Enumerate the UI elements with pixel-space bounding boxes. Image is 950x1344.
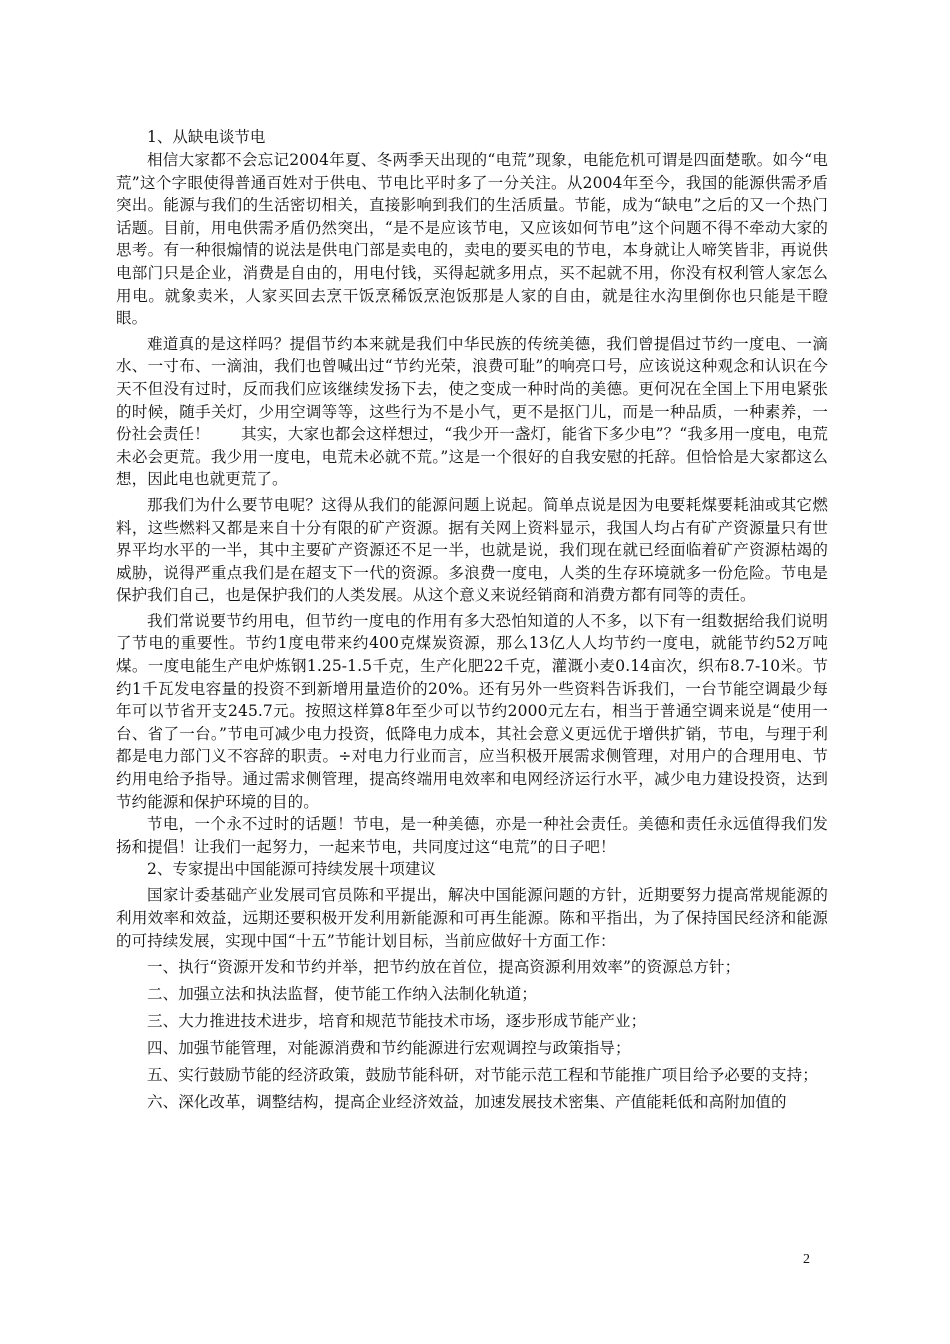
page-number: 2 <box>803 1252 810 1267</box>
section-2-heading: 2、专家提出中国能源可持续发展十项建议 <box>147 860 436 879</box>
section-1-heading: 1、从缺电谈节电 <box>147 128 266 146</box>
recommendation-item-1: 一、执行“资源开发和节约并举，把节约放在首位，提高资源利用效率”的资源总方针； <box>147 958 741 977</box>
recommendation-item-3: 三、大力推进技术进步，培育和规范节能技术市场，逐步形成节能产业； <box>147 1012 647 1031</box>
section-1-paragraph-3: 那我们为什么要节电呢？这得从我们的能源问题上说起。简单点说是因为电要耗煤要耗油或其它燃料，这些燃料又都是来自十分有限的矿产资源。据有关网上资料显示，我国人均占有矿产资源量只有世界平均水平的一半，其中主要矿产资源还不足一半，也就是说，我们现在就已经面临着矿产资源枯竭的威胁，说得严重点我们是在超支下一代的资源。多浪费一度电，人类的生存环境就多一份危险。节电是保护我们自己，也是保护我们的人类发展。从这个意义来说经销商和消费方都有同等的责任。 <box>116 495 828 605</box>
document-body <box>116 126 828 1114</box>
section-1-paragraph-2: 难道真的是这样吗？提倡节约本来就是我们中华民族的传统美德，我们曾提倡过节约一度电、一滴水、一寸布、一滴油，我们也曾喊出过“节约光荣，浪费可耻”的响亮口号，应该说这种观念和认识在今天不但没有过时，反而我们应该继续发扬下去，使之变成一种时尚的美德。更何况在全国上下用电紧张的时候，随手关灯，少用空调等等，这些行为不是小气，更不是抠门儿，而是一种品质，一种素养，一份社会责任！ 其实，大家也都会这样想过，“我少开一盏灯，能省下多少电”？“我多用一度电，电荒未必会更荒。我少用一度电，电荒未必就不荒。”这是一个很好的自我安慰的托辞。但恰恰是大家都这么想，因此电也就更荒了。 <box>116 334 828 489</box>
recommendation-item-4: 四、加强节能管理，对能源消费和节约能源进行宏观调控与政策指导； <box>147 1039 631 1058</box>
section-1-paragraph-4: 我们常说要节约用电，但节约一度电的作用有多大恐怕知道的人不多，以下有一组数据给我们说明了节电的重要性。节约1度电带来约400克煤炭资源，那么13亿人人均节约一度电，就能节约52万吨煤。一度电能生产电炉炼钢1.25-1.5千克，生产化肥22千克，灌溉小麦0.14亩次，织布8.7-10米。节约1千瓦发电容量的投资不到新增用量造价的20%。还有另外一些资料告诉我们，一台节能空调最少每年可以节省开支245.7元。按照这样算8年至少可以节约2000元左右，相当于普通空调来说是“使用一台、省了一台。”节电可减少电力投资，低降电力成本，其社会意义更远优于增供扩销，节电，与理于利都是电力部门义不容辞的职责。÷对电力行业而言，应当积极开展需求侧管理，对用户的合理用电、节约用电给予指导。通过需求侧管理，提高终端用电效率和电网经济运行水平，减少电力建设投资，达到节约能源和保护环境的目的。 <box>116 611 828 811</box>
recommendation-item-2: 二、加强立法和执法监督，使节能工作纳入法制化轨道； <box>147 985 538 1004</box>
recommendation-item-5: 五、实行鼓励节能的经济政策，鼓励节能科研，对节能示范工程和节能推广项目给予必要的支持； <box>147 1066 818 1085</box>
recommendation-item-6: 六、深化改革，调整结构，提高企业经济效益，加速发展技术密集、产值能耗低和高附加值的 <box>147 1093 787 1112</box>
section-1-paragraph-1: 相信大家都不会忘记2004年夏、冬两季天出现的“电荒”现象，电能危机可谓是四面楚歌。如今“电荒”这个字眼使得普通百姓对于供电、节电比平时多了一分关注。从2004年至今，我国的能源供需矛盾突出。能源与我们的生活密切相关，直接影响到我们的生活质量。节能，成为“缺电”之后的又一个热门话题。目前，用电供需矛盾仍然突出，“是不是应该节电，又应该如何节电”这个问题不得不牵动大家的思考。有一种很煽情的说法是供电门部是卖电的，卖电的要买电的节电，本身就让人啼笑皆非，再说供电部门只是企业，消费是自由的，用电付钱，买得起就多用点，买不起就不用，你没有权利管人家怎么用电。就象卖米，人家买回去烹干饭烹稀饭烹泡饭那是人家的自由，就是往水沟里倒你也只能是干瞪眼。 <box>116 151 828 328</box>
section-1-paragraph-5: 节电，一个永不过时的话题！节电，是一种美德，亦是一种社会责任。美德和责任永远值得我们发扬和提倡！让我们一起努力，一起来节电，共同度过这“电荒”的日子吧！ <box>116 815 828 856</box>
section-2-intro: 国家计委基础产业发展司官员陈和平提出，解决中国能源问题的方针，近期要努力提高常规能源的利用效率和效益，远期还要积极开发利用新能源和可再生能源。陈和平指出，为了保持国民经济和能源的可持续发展，实现中国“十五”节能计划目标，当前应做好十方面工作： <box>116 886 828 950</box>
